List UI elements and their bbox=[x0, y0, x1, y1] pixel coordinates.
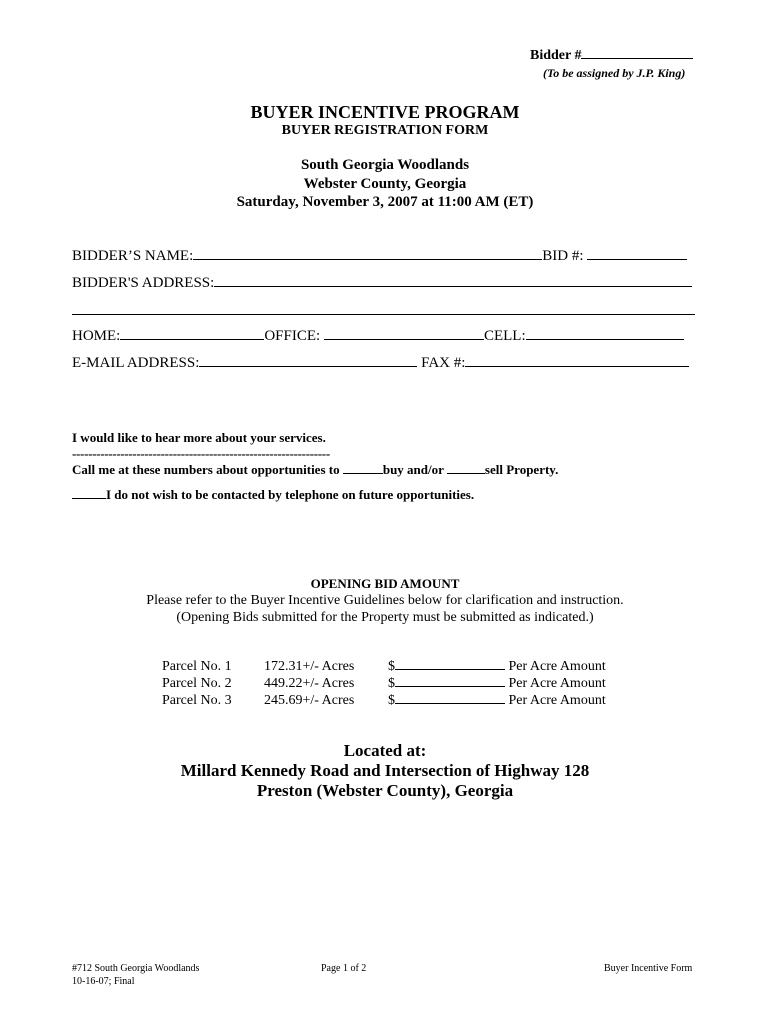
email-blank[interactable] bbox=[199, 354, 417, 367]
per-acre-label: Per Acre Amount bbox=[508, 676, 606, 691]
opening-bid-note: (Opening Bids submitted for the Property must be submitted as indicated.) bbox=[176, 610, 594, 625]
auction-date: Saturday, November 3, 2007 at 11:00 AM (ET) bbox=[236, 194, 534, 210]
location-road: Millard Kennedy Road and Intersection of Highway 128 bbox=[180, 761, 590, 780]
parcel-row bbox=[162, 692, 606, 709]
currency-sign: $ bbox=[388, 659, 395, 674]
parcel-amount-field bbox=[388, 692, 606, 709]
parcel-acres: 172.31+/- Acres bbox=[264, 659, 355, 674]
call-me-row bbox=[72, 462, 558, 478]
bidder-name-blank[interactable] bbox=[193, 247, 542, 260]
home-blank[interactable] bbox=[120, 327, 264, 340]
bidder-number-field[interactable] bbox=[530, 46, 693, 64]
parcel-row bbox=[162, 675, 606, 692]
parcel-amount-field bbox=[388, 658, 606, 675]
phone-row bbox=[72, 327, 684, 345]
parcel-name: Parcel No. 2 bbox=[162, 676, 232, 691]
per-acre-amount-blank[interactable] bbox=[395, 692, 505, 704]
services-heading: I would like to hear more about your services. bbox=[72, 430, 326, 445]
sell-blank[interactable] bbox=[447, 463, 485, 474]
dashed-separator: ---------------------------------------------------------------- bbox=[72, 446, 330, 461]
office-blank[interactable] bbox=[324, 327, 484, 340]
bidder-address-row bbox=[72, 274, 692, 292]
no-contact-blank[interactable] bbox=[72, 488, 106, 499]
footer-form-name: Buyer Incentive Form bbox=[604, 963, 693, 974]
opening-bid-instruction: Please refer to the Buyer Incentive Guidelines below for clarification and instruction. bbox=[146, 593, 624, 608]
call-me-text: Call me at these numbers about opportunities to bbox=[72, 462, 340, 477]
bid-number-blank[interactable] bbox=[587, 247, 687, 260]
footer-page-number: Page 1 of 2 bbox=[321, 963, 367, 974]
bid-number-label: BID #: bbox=[542, 248, 584, 264]
property-name: South Georgia Woodlands bbox=[300, 157, 470, 173]
location-label: Located at: bbox=[343, 741, 427, 760]
opening-bid-heading: OPENING BID AMOUNT bbox=[310, 576, 460, 591]
currency-sign: $ bbox=[388, 676, 395, 691]
footer-property: #712 South Georgia Woodlands bbox=[72, 963, 200, 974]
currency-sign: $ bbox=[388, 693, 395, 708]
bidder-name-row bbox=[72, 247, 687, 265]
address-line-2[interactable] bbox=[72, 314, 695, 315]
cell-blank[interactable] bbox=[526, 327, 684, 340]
parcel-amount-field bbox=[388, 675, 606, 692]
fax-label: FAX #: bbox=[421, 355, 466, 371]
cell-label: CELL: bbox=[483, 328, 526, 344]
parcel-acres: 449.22+/- Acres bbox=[264, 676, 355, 691]
property-county: Webster County, Georgia bbox=[303, 176, 467, 192]
no-contact-text: I do not wish to be contacted by telephone on future opportunities. bbox=[106, 487, 475, 502]
bidder-number-blank[interactable] bbox=[581, 46, 693, 59]
per-acre-amount-blank[interactable] bbox=[395, 658, 505, 670]
buy-blank[interactable] bbox=[343, 463, 383, 474]
bidder-name-label: BIDDER’S NAME: bbox=[72, 248, 194, 264]
per-acre-amount-blank[interactable] bbox=[395, 675, 505, 687]
per-acre-label: Per Acre Amount bbox=[508, 693, 606, 708]
home-label: HOME: bbox=[72, 328, 121, 344]
bidder-address-blank[interactable] bbox=[214, 274, 692, 287]
footer-revision: 10-16-07; Final bbox=[72, 976, 135, 987]
email-fax-row bbox=[72, 354, 689, 372]
parcel-name: Parcel No. 1 bbox=[162, 659, 232, 674]
assigned-note: (To be assigned by J.P. King) bbox=[543, 66, 686, 80]
no-contact-row bbox=[72, 487, 474, 503]
program-title: BUYER INCENTIVE PROGRAM bbox=[250, 102, 520, 122]
parcel-acres: 245.69+/- Acres bbox=[264, 693, 355, 708]
office-label: OFFICE: bbox=[264, 328, 321, 344]
form-title: BUYER REGISTRATION FORM bbox=[281, 123, 489, 138]
location-city: Preston (Webster County), Georgia bbox=[256, 781, 514, 800]
parcel-table bbox=[162, 658, 606, 709]
fax-blank[interactable] bbox=[465, 354, 689, 367]
buy-text: buy and/or bbox=[382, 462, 444, 477]
bidder-number-label: Bidder # bbox=[530, 48, 582, 63]
sell-text: sell Property. bbox=[484, 462, 559, 477]
parcel-name: Parcel No. 3 bbox=[162, 693, 232, 708]
parcel-row bbox=[162, 658, 606, 675]
bidder-address-label: BIDDER'S ADDRESS: bbox=[72, 275, 215, 291]
per-acre-label: Per Acre Amount bbox=[508, 659, 606, 674]
email-label: E-MAIL ADDRESS: bbox=[72, 355, 200, 371]
